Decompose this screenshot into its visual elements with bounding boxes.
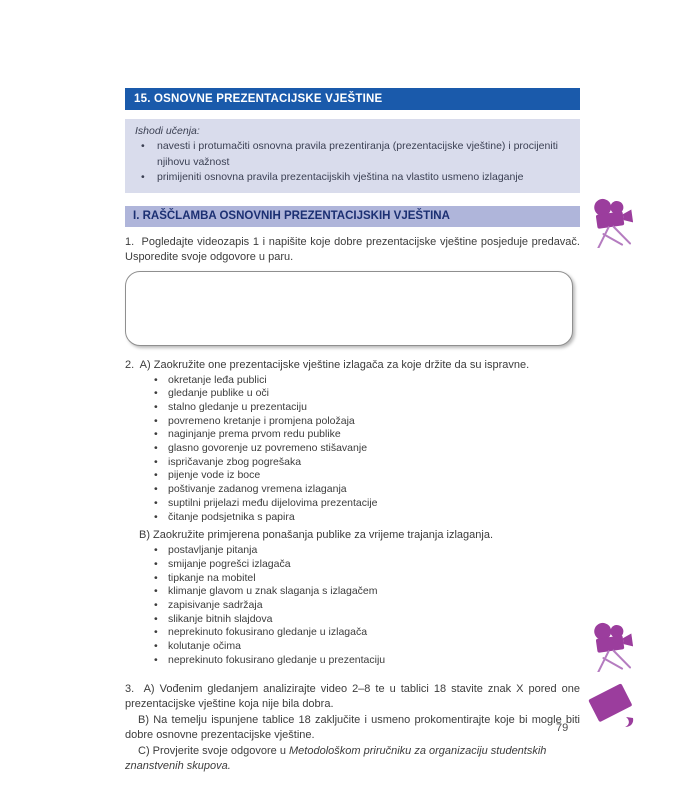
task1-text: 1. Pogledajte videozapis 1 i napišite koje dobre prezentacijske vještine posjeduje predavač. Usporedite svoje odgovore u paru. bbox=[125, 235, 580, 263]
outcomes-list bbox=[135, 139, 570, 186]
answer-box[interactable] bbox=[125, 271, 573, 346]
outcomes-heading: Ishodi učenja: bbox=[135, 125, 200, 137]
skill-item: • suptilni prijelazi među dijelovima prezentacije bbox=[125, 497, 580, 511]
outcome-item: • navesti i protumačiti osnovna pravila prezentiranja (prezentacijske vještine) i procijeniti njihovu važnost bbox=[135, 139, 570, 170]
behavior-item: • neprekinuto fokusirano gledanje u prezentaciju bbox=[125, 654, 580, 668]
behavior-item: • klimanje glavom u znak slaganja s izlagačem bbox=[125, 585, 580, 599]
skill-item: • gledanje publike u oči bbox=[125, 387, 580, 401]
learning-outcomes-box bbox=[125, 119, 580, 193]
task2b-text: B) Zaokružite primjerena ponašanja publike za vrijeme trajanja izlaganja. bbox=[139, 529, 494, 542]
behavior-item: • neprekinuto fokusirano gledanje u izlagača bbox=[125, 626, 580, 640]
task3c-book-title: Metodološkom priručniku za organizaciju studentskih znanstvenih skupova. bbox=[125, 744, 547, 773]
task2a-text: 2. A) Zaokružite one prezentacijske vještine izlagača za koje držite da su ispravne. bbox=[125, 358, 530, 371]
task3b-text: B) Na temelju ispunjene tablice 18 zaključite i usmeno prokomentirajte koje bi mogle biti dobre osnovne prezentacijske vještine. bbox=[125, 713, 580, 742]
book-icon bbox=[582, 681, 644, 734]
chapter-header bbox=[125, 88, 580, 110]
skill-item: • povremeno kretanje i promjena položaja bbox=[125, 415, 580, 429]
skill-item: • stalno gledanje u prezentaciju bbox=[125, 401, 580, 415]
task3c-prefix: C) Provjerite svoje odgovore u bbox=[138, 744, 290, 757]
behavior-item: • zapisivanje sadržaja bbox=[125, 599, 580, 613]
behavior-item: • smijanje pogrešci izlagača bbox=[125, 558, 580, 572]
film-camera-icon bbox=[587, 620, 633, 677]
page-number: 79 bbox=[556, 722, 569, 734]
behavior-item: • postavljanje pitanja bbox=[125, 544, 580, 558]
task3c-text bbox=[125, 744, 580, 775]
skill-item: • okretanje leđa publici bbox=[125, 374, 580, 388]
chapter-title: 15. OSNOVNE PREZENTACIJSKE VJEŠTINE bbox=[134, 93, 383, 105]
task2b-list bbox=[125, 544, 580, 667]
skill-item: • čitanje podsjetnika s papira bbox=[125, 511, 580, 525]
task2a-list bbox=[125, 374, 580, 525]
page-content bbox=[125, 88, 580, 775]
behavior-item: • slikanje bitnih slajdova bbox=[125, 613, 580, 627]
skill-item: • poštivanje zadanog vremena izlaganja bbox=[125, 483, 580, 497]
behavior-item: • kolutanje očima bbox=[125, 640, 580, 654]
skill-item: • glasno govorenje uz povremeno stišavanje bbox=[125, 442, 580, 456]
section-header bbox=[125, 206, 580, 227]
behavior-item: • tipkanje na mobitel bbox=[125, 572, 580, 586]
film-camera-icon bbox=[587, 196, 633, 253]
skill-item: • pijenje vode iz boce bbox=[125, 469, 580, 483]
task3a-text: 3. A) Vođenim gledanjem analizirajte video 2–8 te u tablici 18 stavite znak X pored one prezentacijske vještine koja nije bila dobra. bbox=[125, 682, 580, 711]
skill-item: • ispričavanje zbog pogrešaka bbox=[125, 456, 580, 470]
section-title: I. RAŠČLAMBA OSNOVNIH PREZENTACIJSKIH VJEŠTINA bbox=[133, 209, 450, 222]
outcome-item: • primijeniti osnovna pravila prezentacijskih vještina na vlastito usmeno izlaganje bbox=[135, 170, 570, 186]
skill-item: • naginjanje prema prvom redu publike bbox=[125, 428, 580, 442]
